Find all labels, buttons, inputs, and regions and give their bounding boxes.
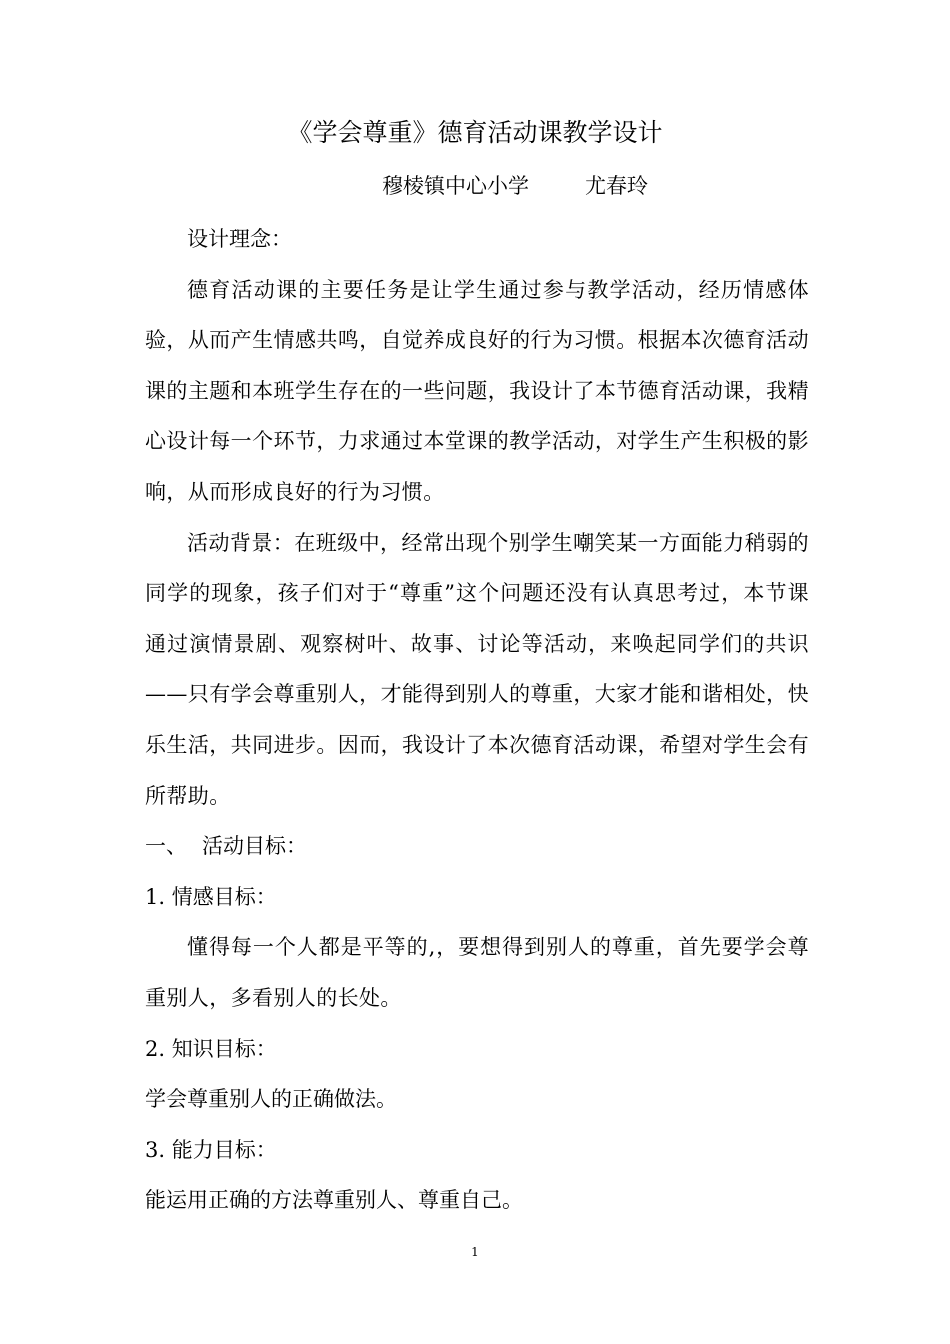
page-number: 1 <box>471 1245 479 1259</box>
byline <box>382 168 648 204</box>
goal-1-paragraph: 懂得每一个人都是平等的,，要想得到别人的尊重，首先要学会尊重别人，多看别人的长处。 <box>145 935 809 1010</box>
section-one-number: 一、 <box>145 834 187 859</box>
background-paragraph: 活动背景：在班级中，经常出现个别学生嘲笑某一方面能力稍弱的同学的现象，孩子们对于“尊重”这个问题还没有认真思考过，本节课通过演情景剧、观察树叶、故事、讨论等活动，来唤起同学们的共识——只有学会尊重别人，才能得到别人的尊重，大家才能和谐相处，快乐生活，共同进步。因而，我设计了本次德育活动课，希望对学生会有所帮助。 <box>145 530 809 808</box>
goal-1-heading: 1. 情感目标： <box>145 884 277 909</box>
school-name: 穆棱镇中心小学 <box>382 174 529 198</box>
author-name: 尤春玲 <box>585 174 648 198</box>
design-concept-paragraph: 德育活动课的主要任务是让学生通过参与教学活动，经历情感体验，从而产生情感共鸣，自觉养成良好的行为习惯。根据本次德育活动课的主题和本班学生存在的一些问题，我设计了本节德育活动课，我精心设计每一个环节，力求通过本堂课的教学活动，对学生产生积极的影响，从而形成良好的行为习惯。 <box>145 277 809 504</box>
goal-2-paragraph: 学会尊重别人的正确做法。 <box>145 1087 397 1112</box>
section-one-title: 活动目标： <box>202 834 307 859</box>
document-body <box>145 214 809 1226</box>
section-one-heading <box>145 821 809 872</box>
design-concept-heading: 设计理念： <box>187 227 292 251</box>
goal-3-heading: 3. 能力目标： <box>145 1137 277 1162</box>
goal-3-paragraph: 能运用正确的方法尊重别人、尊重自己。 <box>145 1188 523 1213</box>
goal-2-heading: 2. 知识目标： <box>145 1036 277 1061</box>
document-title: 《学会尊重》德育活动课教学设计 <box>287 118 663 147</box>
